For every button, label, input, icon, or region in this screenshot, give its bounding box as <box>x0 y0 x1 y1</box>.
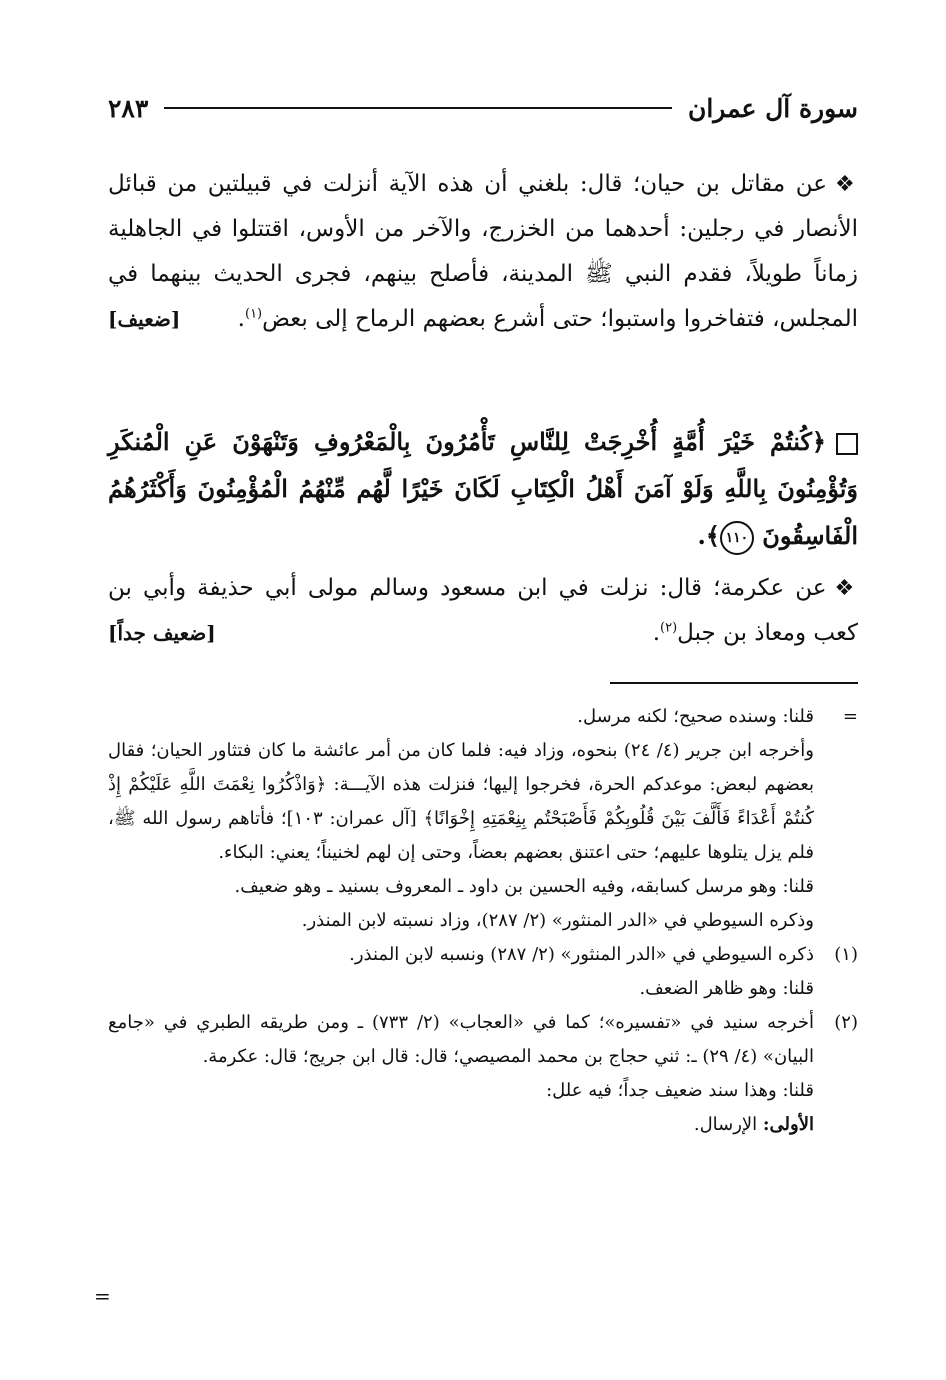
grade-label: [ضعيف جداً] <box>108 621 216 645</box>
footnote-subtext: الإرسال. <box>693 1114 758 1135</box>
verse-text: ﴿كُنتُمْ خَيْرَ أُمَّةٍ أُخْرِجَتْ لِلنَّاسِ تَأْمُرُونَ بِالْمَعْرُوفِ وَتَنْهَوْنَ عَنِ الْمُنكَرِ وَتُؤْمِنُونَ بِاللَّهِ وَلَوْ آمَنَ أَهْلُ الْكِتَابِ لَكَانَ خَيْرًا لَّهُم مِّنْهُمُ الْمُؤْمِنُونَ وَأَكْثَرُهُمُ الْفَاسِقُونَ <box>108 427 859 550</box>
footnote-1 <box>108 938 858 1006</box>
footnote-line: قلنا: وهذا سند ضعيف جداً؛ فيه علل: <box>546 1080 814 1101</box>
footnote-marker: = <box>842 706 858 727</box>
continued-marker: = <box>94 1284 111 1308</box>
footnote-marker: (٢) <box>834 1012 858 1033</box>
narration-end: . <box>652 620 661 646</box>
footnote-continuation <box>108 700 858 938</box>
quran-verse-block <box>108 418 858 559</box>
footnote-line: قلنا: وهو ظاهر الضعف. <box>639 978 814 999</box>
surah-title: سورة آل عمران <box>687 93 858 123</box>
ayah-number-icon: ١١٠ <box>720 521 754 555</box>
square-bullet-icon <box>836 433 858 455</box>
footnote-line: وأخرجه ابن جرير (٤/ ٢٤) بنحوه، وزاد فيه: فلما كان من أمر عائشة ما كان فتثاور الحيان؛ فقال بعضهم لبعض: موعدكم الحرة، فخرجوا إليها؛ فنزلت هذه الآيـــة: ﴿وَاذْكُرُوا نِعْمَتَ اللَّهِ عَلَيْكُمْ إِذْ كُنتُمْ أَعْدَاءً فَأَلَّفَ بَيْنَ قُلُوبِكُمْ فَأَصْبَحْتُم بِنِعْمَتِهِ إِخْوَانًا﴾ [آل عمران: ١٠٣]؛ فأتاهم رسول الله ﷺ، فلم يزل يتلوها عليهم؛ حتى اعتنق بعضهم بعضاً، وحتى إن لهم لخنيناً؛ يعني: البكاء. <box>108 740 814 863</box>
footnote-line: ذكره السيوطي في «الدر المنثور» (٢/ ٢٨٧) ونسبه لابن المنذر. <box>349 944 814 965</box>
narration-end: . <box>237 306 245 332</box>
header-rule <box>164 107 672 109</box>
footnote-2 <box>108 1006 858 1142</box>
footnote-line: وذكره السيوطي في «الدر المنثور» (٢/ ٢٨٧)، وزاد نسبته لابن المنذر. <box>301 910 814 931</box>
footnote-line: أخرجه سنيد في «تفسيره»؛ كما في «العجاب» (٢/ ٧٣٣) ـ ومن طريقه الطبري في «جامع البيان» (٤/ ٢٩) ـ: ثني حجاج بن محمد المصيصي؛ قال: قال ابن جريج؛ قال: عكرمة. <box>108 1012 814 1067</box>
narration-muqatil <box>108 162 858 342</box>
footnote-sublabel: الأولى: <box>762 1114 814 1135</box>
footnote-marker: (١) <box>834 944 858 965</box>
footnote-ref: (٢) <box>660 620 678 636</box>
narration-paragraph <box>108 162 858 342</box>
footnote-line: قلنا: وهو مرسل كسابقه، وفيه الحسين بن داود ـ المعروف بسنيد ـ وهو ضعيف. <box>234 876 814 897</box>
verse-close: ﴾. <box>697 521 720 550</box>
diamond-bullet-icon: ❖ <box>834 172 858 197</box>
footnotes <box>108 700 858 1142</box>
quran-verse <box>108 418 858 559</box>
footnote-separator <box>610 682 858 684</box>
narration-paragraph <box>108 566 858 656</box>
narration-ikrima <box>108 566 858 656</box>
diamond-bullet-icon: ❖ <box>834 576 858 601</box>
narration-text: عن عكرمة؛ قال: نزلت في ابن مسعود وسالم مولى أبي حذيفة وأبي بن كعب ومعاذ بن جبل <box>108 575 858 646</box>
page-number: ٢٨٣ <box>108 93 149 123</box>
page-header <box>108 88 858 128</box>
footnote-line: قلنا: وسنده صحيح؛ لكنه مرسل. <box>577 706 814 727</box>
footnote-line <box>108 1108 814 1142</box>
grade-label: [ضعيف] <box>108 307 181 331</box>
narration-text: عن مقاتل بن حيان؛ قال: بلغني أن هذه الآية أنزلت في قبيلتين من قبائل الأنصار في رجلين: أحدهما من الخزرج، والآخر من الأوس، اقتتلوا في الجاهلية زماناً طويلاً، فقدم النبي ﷺ المدينة، فأصلح بينهم، فجرى الحديث بينهما في المجلس، فتفاخروا واستبوا؛ حتى أشرع بعضهم الرماح إلى بعض <box>108 171 858 332</box>
footnote-ref: (١) <box>244 306 263 322</box>
